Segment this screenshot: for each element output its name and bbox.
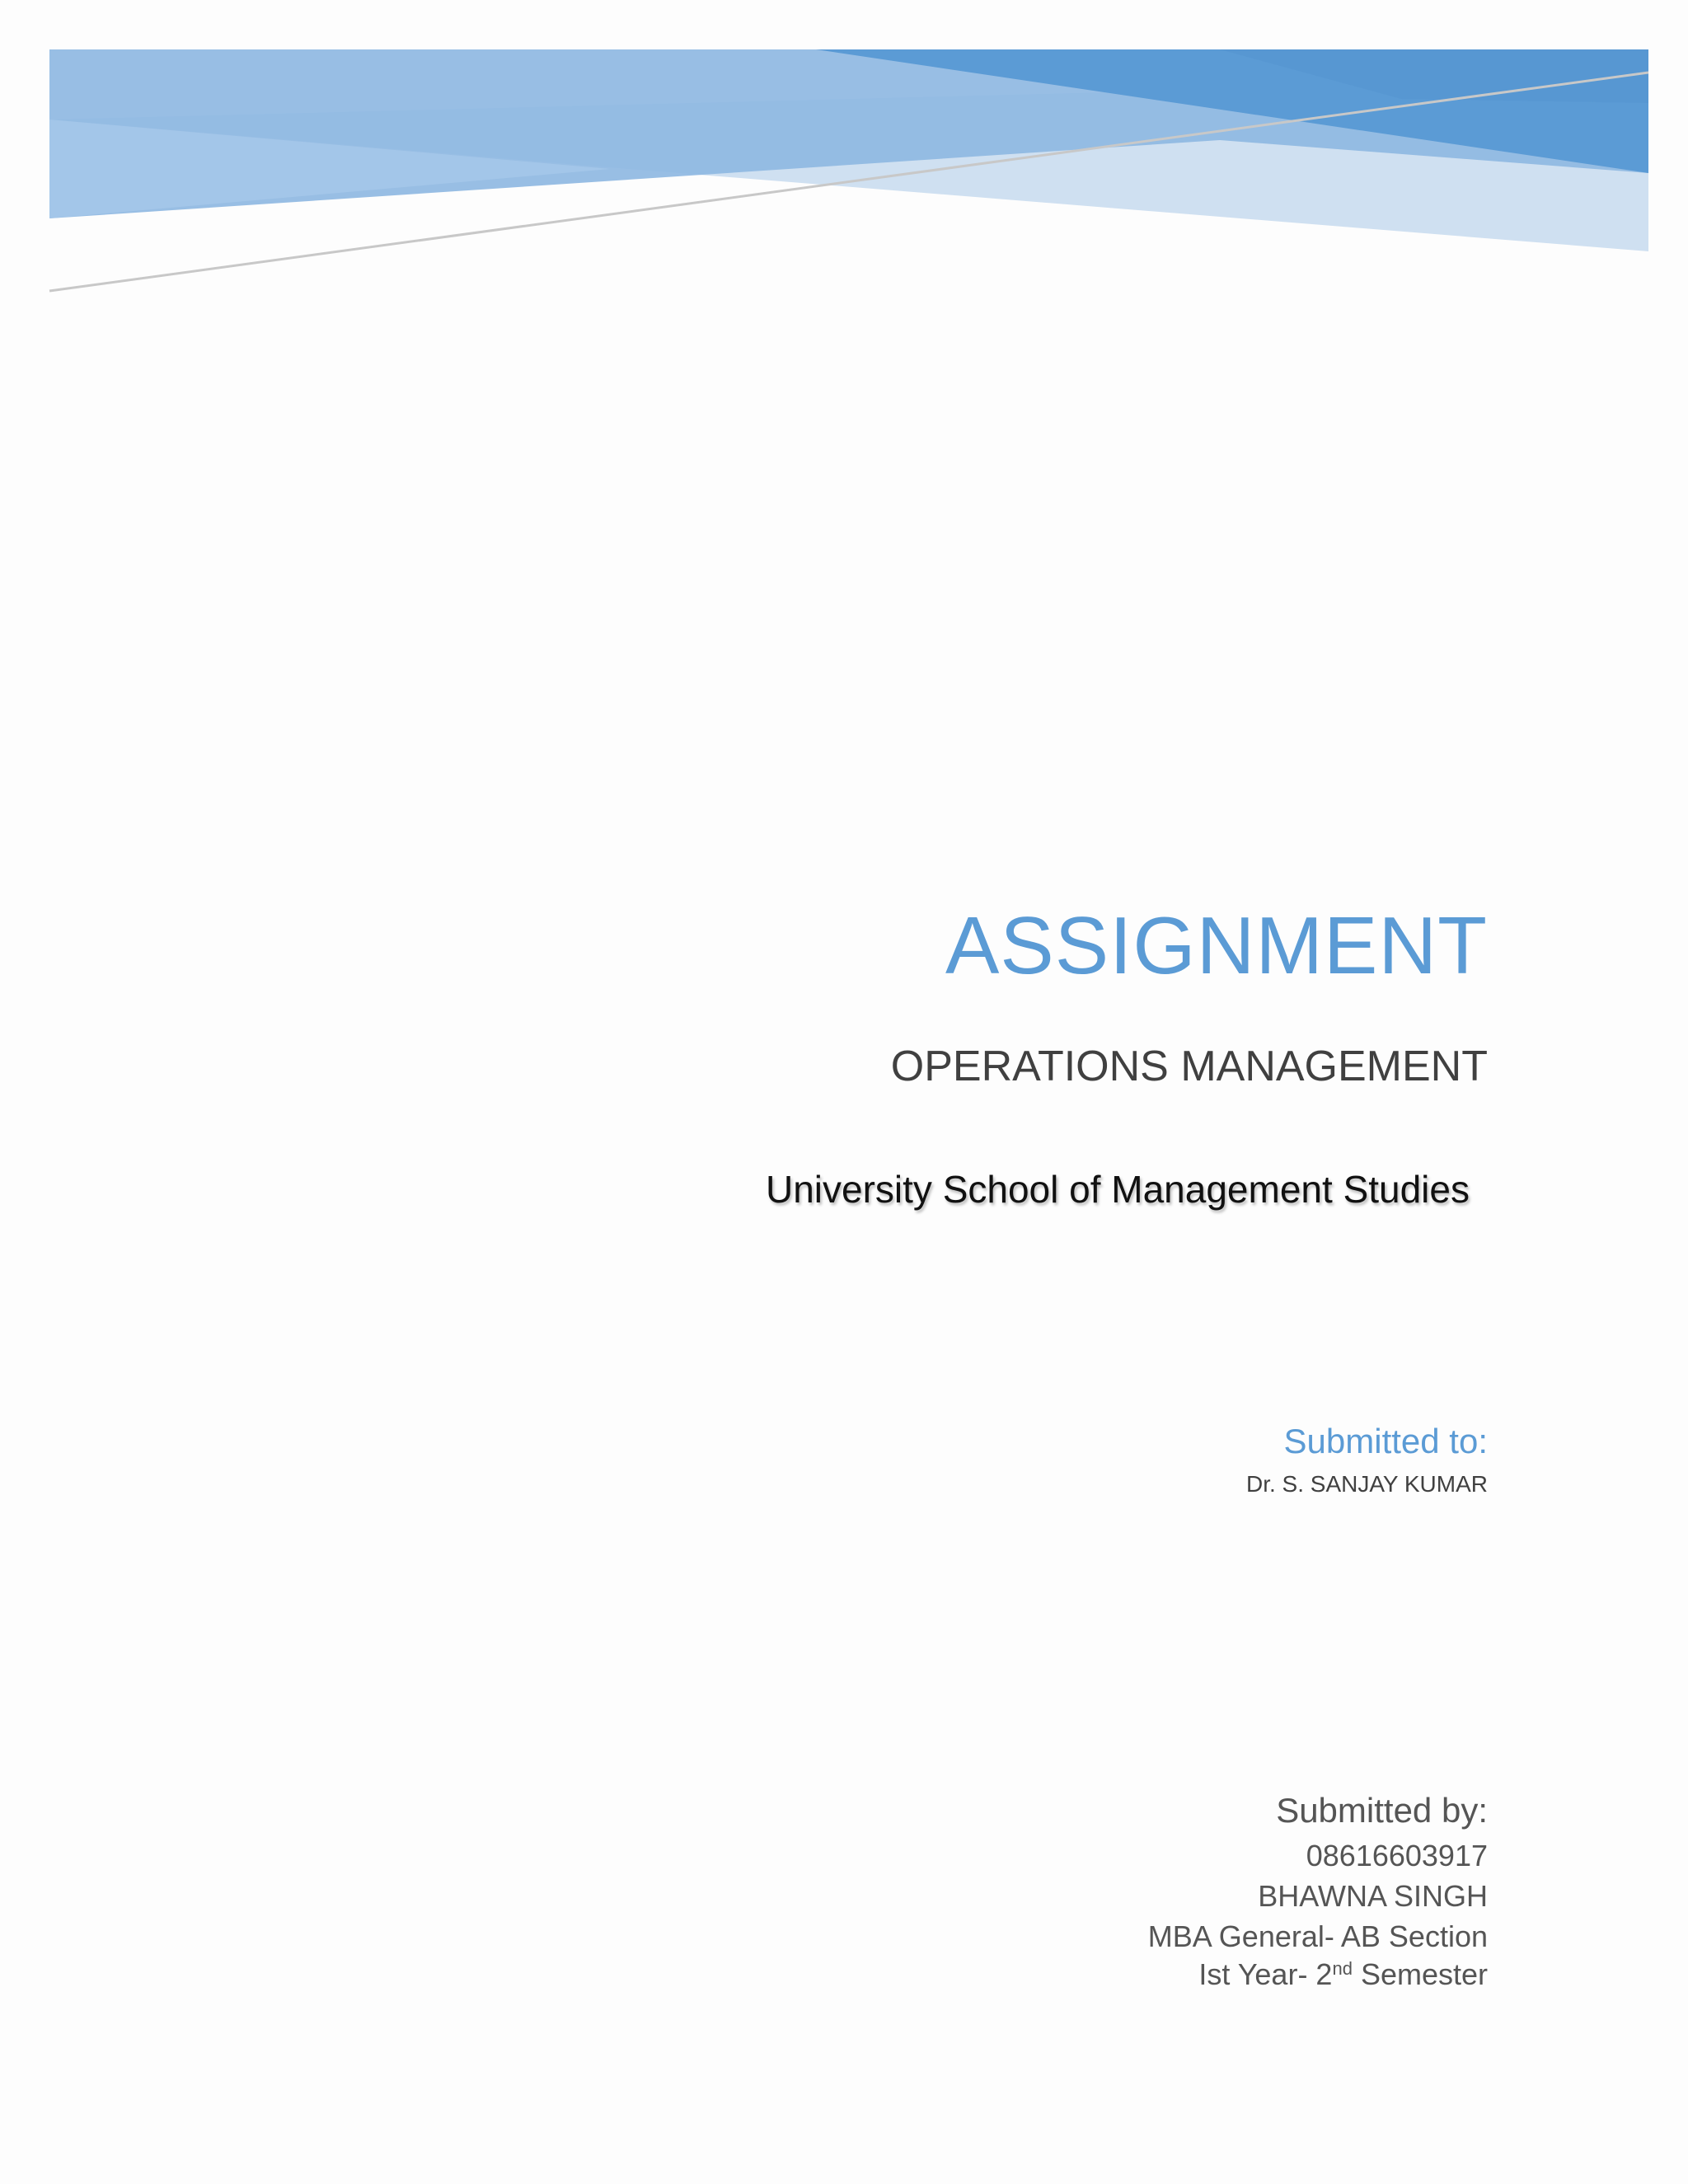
school-name: University School of Management Studies [766, 1168, 1470, 1211]
year-superscript: nd [1332, 1960, 1353, 1979]
student-roll-number: 08616603917 [1306, 1839, 1488, 1872]
submitted-by-heading: Submitted by: [1276, 1791, 1488, 1830]
submitted-to-heading: Submitted to: [1283, 1422, 1488, 1460]
document-subtitle: OPERATIONS MANAGEMENT [890, 1043, 1488, 1090]
header-banner-graphic [0, 0, 1688, 313]
document-title: ASSIGNMENT [945, 900, 1488, 991]
student-name: BHAWNA SINGH [1258, 1879, 1488, 1913]
submitted-to-name: Dr. S. SANJAY KUMAR [1245, 1471, 1488, 1497]
year-prefix: Ist Year- 2 [1198, 1960, 1333, 1991]
student-year-semester [1198, 1960, 1488, 1994]
year-suffix: Semester [1352, 1960, 1488, 1991]
student-program: MBA General- AB Section [1147, 1919, 1488, 1953]
